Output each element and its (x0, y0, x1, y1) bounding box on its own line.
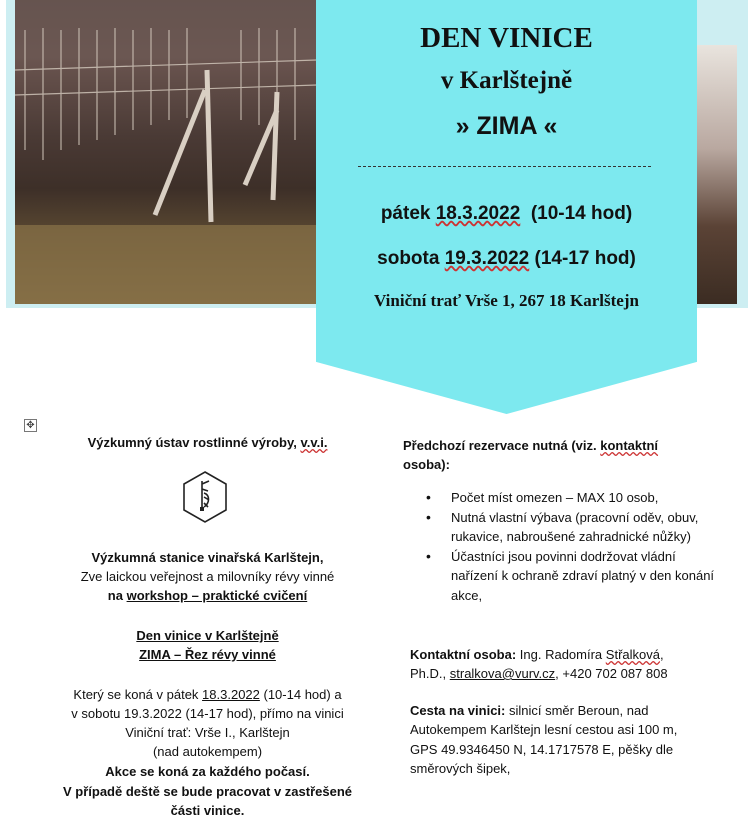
route-line-1: Cesta na vinici: silnicí směr Beroun, nad (410, 703, 649, 718)
list-item: • Nutná vlastní výbava (pracovní oděv, obuv, rukavice, nabroušené zahradnické nůžky) (420, 508, 720, 547)
date-friday: pátek 18.3.2022 (10-14 hod) (380, 203, 633, 224)
workshop-subtitle: ZIMA – Řez révy vinné (139, 647, 276, 662)
station-name: Výzkumná stanice vinařská Karlštejn, (91, 550, 324, 565)
vine-institute-logo (182, 471, 228, 523)
rain-note-line-2: části vinice. (170, 803, 245, 818)
reservation-note-line-2: osoba): (403, 457, 450, 472)
description-line-4: (nad autokempem) (152, 744, 263, 759)
email-link[interactable]: stralkova@vurv.cz (449, 666, 556, 681)
description-line-2: v sobotu 19.3.2022 (14-17 hod), přímo na vinici (71, 706, 344, 721)
rain-note-line-1: V případě deště se bude pracovat v zastřešené (62, 784, 352, 799)
institute-name: Výzkumný ústav rostlinné výroby, v.v.i. (87, 435, 328, 450)
event-title: DEN VINICE (420, 22, 593, 54)
date-saturday-value: 19.3.2022 (444, 248, 530, 269)
event-address: Viniční trať Vrše 1, 267 18 Karlštejn (374, 291, 639, 310)
list-item: • Počet míst omezen – MAX 10 osob, (420, 488, 720, 508)
divider (358, 166, 651, 167)
event-location: v Karlštejně (440, 67, 573, 94)
contact-details: Ph.D., stralkova@vurv.cz, +420 702 087 808 (410, 666, 668, 681)
weather-note: Akce se koná za každého počasí. (105, 764, 310, 779)
landscape-photo (697, 45, 737, 304)
reservation-note: Předchozí rezervace nutná (viz. kontaktní (403, 438, 659, 453)
event-season: » ZIMA « (455, 112, 558, 140)
vineyard-photo (15, 0, 317, 304)
description-line-3: Viniční trať: Vrše I., Karlštejn (125, 725, 290, 740)
date-saturday: sobota 19.3.2022 (14-17 hod) (377, 248, 636, 269)
contact-person: Kontaktní osoba: Ing. Radomíra Střalková, (410, 647, 664, 662)
description-line-1: Který se koná v pátek 18.3.2022 (10-14 hod) a (73, 687, 342, 702)
date-friday-value: 18.3.2022 (435, 203, 521, 224)
requirements-list (420, 488, 720, 605)
invite-line-1: Zve laickou veřejnost a milovníky révy vinné (80, 569, 335, 584)
move-icon[interactable]: ✥ (24, 419, 37, 432)
list-item: • Účastníci jsou povinni dodržovat vládní nařízení k ochraně zdraví platný v den konání akce, (420, 547, 720, 606)
route-line-3: GPS 49.9346450 N, 14.1717578 E, pěšky dle (410, 742, 674, 757)
workshop-title: Den vinice v Karlštejně (136, 628, 279, 643)
route-line-2: Autokempem Karlštejn lesní cestou asi 100 m, (410, 722, 678, 737)
route-line-4: směrových šipek, (410, 761, 511, 776)
invite-line-2: na workshop – praktické cvičení (107, 588, 308, 603)
